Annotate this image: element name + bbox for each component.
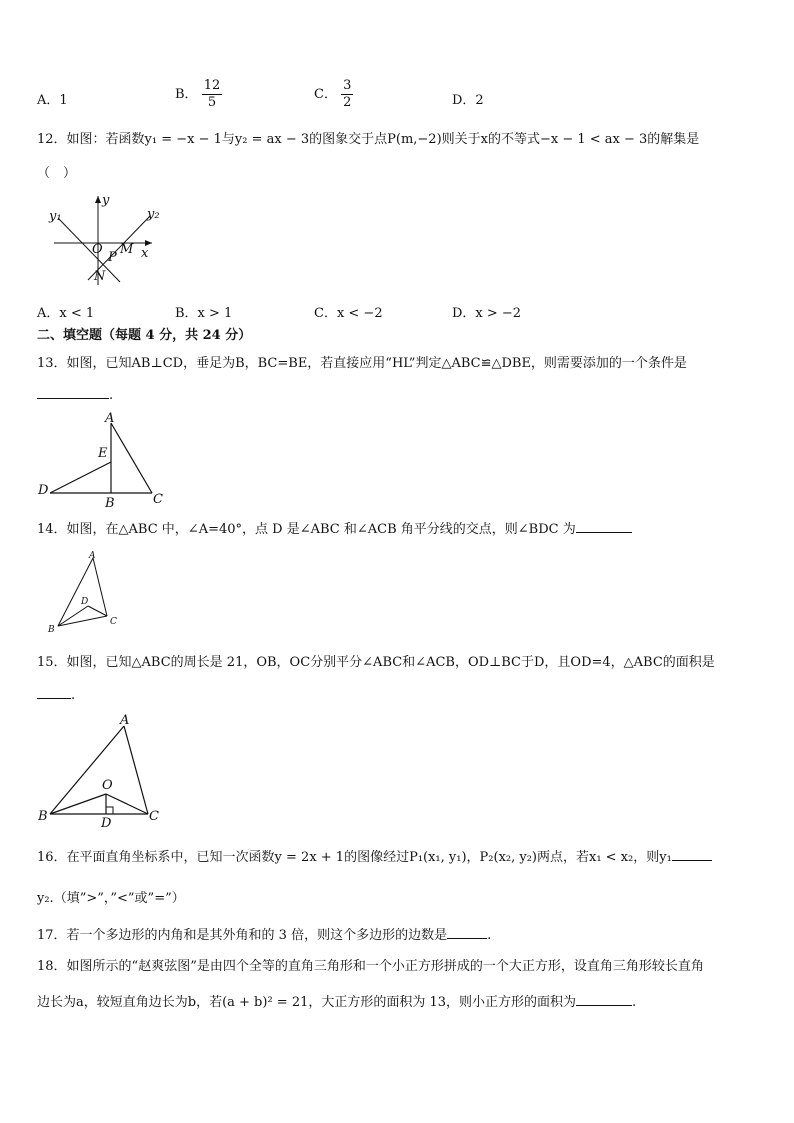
- q11-option-c-fraction: [341, 78, 353, 111]
- q12-label-x: x: [141, 246, 149, 261]
- q12-label-o: O: [92, 242, 103, 257]
- q14-label-c: C: [110, 617, 117, 627]
- q12-label-n: N: [94, 269, 106, 284]
- q12-label-y2: y₂: [147, 207, 160, 222]
- q13-figure: [34, 410, 174, 510]
- q13-label-a: A: [105, 411, 115, 426]
- q14-label-b: B: [48, 625, 55, 634]
- q12-option-c: C．x < −2: [314, 306, 383, 321]
- q15-label-c: C: [149, 809, 159, 824]
- q14-blank: [576, 520, 632, 533]
- q13-label-b: B: [105, 496, 115, 510]
- q11-option-b-label: B．: [175, 87, 198, 102]
- q13-stem: 13．如图，已知AB⊥CD，垂足为B，BC=BE，若直接应用“HL”判定△ABC≌△DBE，则需要添加的一个条件是: [37, 356, 687, 371]
- q13-label-e: E: [98, 446, 108, 461]
- section-heading: 二、填空题（每题 4 分，共 24 分）: [37, 328, 252, 343]
- q14-stem-text: 14．如图，在△ABC 中，∠A=40°，点 D 是∠ABC 和∠ACB 角平分线的交点，则∠BDC 为: [37, 522, 576, 537]
- q12-figure: [44, 190, 162, 286]
- q11-option-c-denominator: 2: [343, 95, 352, 110]
- q15-answer-line: [37, 686, 75, 705]
- q16-line2: y₂.（填”>”，”<”或”=”）: [37, 891, 185, 906]
- q15-tail: .: [71, 688, 76, 703]
- q16-stem-text: 16．在平面直角坐标系中，已知一次函数y = 2x + 1的图像经过P₁(x₁, y₁)，P₂(x₂, y₂)两点，若x₁ < x₂，则y₁: [37, 850, 672, 865]
- q11-option-b: [175, 78, 222, 111]
- q11-option-c-numerator: 3: [343, 78, 352, 93]
- q16-stem: [37, 848, 712, 867]
- q12-label-m: M: [120, 242, 134, 257]
- q18-line2-text: 边长为a，较短直角边长为b，若(a + b)² = 21，大正方形的面积为 13，则小正方形的面积为: [37, 995, 577, 1010]
- q14-stem: [37, 520, 632, 539]
- q11-option-b-denominator: 5: [207, 95, 217, 110]
- q18-tail: .: [632, 995, 637, 1010]
- q13-tail: .: [109, 388, 114, 403]
- q15-stem: 15．如图，已知△ABC的周长是 21，OB，OC分别平分∠ABC和∠ACB，OD⊥BC于D，且OD=4，△ABC的面积是: [37, 655, 715, 670]
- q15-label-b: B: [38, 809, 48, 824]
- q11-option-c: [314, 78, 353, 111]
- q16-blank: [672, 848, 712, 861]
- q15-figure: [34, 712, 174, 830]
- q14-label-d: D: [81, 597, 89, 607]
- q18-blank: [576, 993, 632, 1006]
- q12-option-b: B．x > 1: [175, 306, 233, 321]
- q11-option-b-numerator: 12: [203, 78, 221, 93]
- q12-option-d: D．x > −2: [452, 306, 522, 321]
- q12-stem: 12．如图：若函数y₁ = −x − 1与y₂ = ax − 3的图象交于点P(m,−2)则关于x的不等式−x − 1 < ax − 3的解集是: [37, 132, 700, 147]
- q12-label-p: P: [108, 250, 117, 265]
- q12-paren: （ ）: [37, 166, 77, 181]
- q15-blank: [37, 686, 71, 699]
- q11-option-c-label: C．: [314, 87, 337, 102]
- q12-label-y: y: [102, 193, 110, 208]
- q13-label-c: C: [153, 492, 163, 507]
- q18-line2: [37, 993, 636, 1012]
- q15-label-d: D: [101, 816, 112, 830]
- q15-label-a: A: [120, 713, 130, 728]
- q13-answer-line: [37, 386, 113, 405]
- q14-label-a: A: [89, 551, 96, 561]
- q15-label-o: O: [102, 778, 113, 793]
- q12-label-y1: y₁: [49, 209, 62, 224]
- q13-blank: [37, 386, 109, 399]
- q13-label-d: D: [38, 483, 49, 498]
- q18-line1: 18．如图所示的“赵爽弦图”是由四个全等的直角三角形和一个小正方形拼成的一个大正方形，设直角三角形较长直角: [37, 959, 704, 974]
- q11-option-d: D．2: [452, 93, 484, 108]
- q14-figure: [44, 548, 124, 634]
- q17-blank: [447, 926, 487, 939]
- q11-option-a: A．1: [37, 93, 68, 108]
- q17-stem: [37, 926, 491, 945]
- q17-stem-text: 17．若一个多边形的内角和是其外角和的 3 倍，则这个多边形的边数是: [37, 928, 448, 943]
- q11-option-b-fraction: [202, 78, 223, 111]
- q12-option-a: A．x < 1: [37, 306, 95, 321]
- q17-tail: .: [487, 928, 492, 943]
